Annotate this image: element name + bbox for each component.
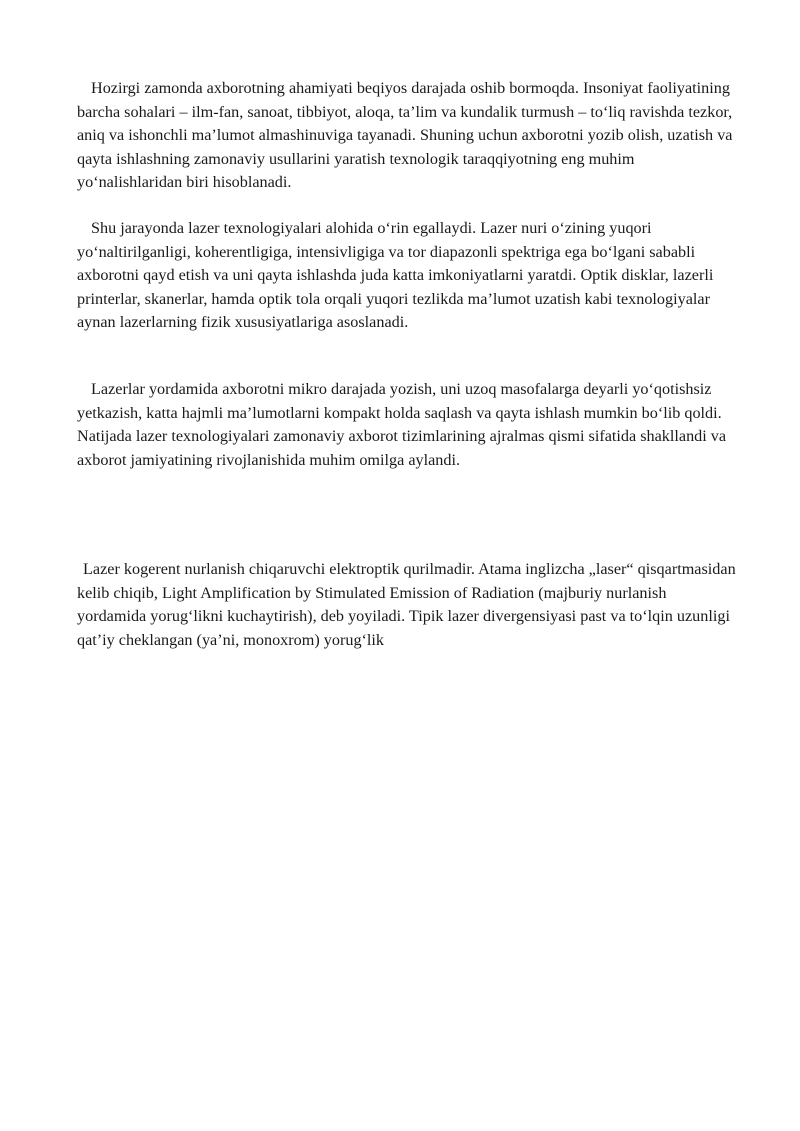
paragraph-laser-applications: Lazerlar yordamida axborotni mikro darajada yozish, uni uzoq masofalarga deyarli yo‘qotishsiz yetkazish, katta hajmli ma’lumotlarni kompakt holda saqlash va qayta ishlash mumkin bo‘lib qoldi. Natijada lazer texnologiyalari zamonaviy axborot tizimlarining ajralmas qismi sifatida shakllandi va axborot jamiyatining rivojlanishida muhim omilga aylandi. <box>77 380 727 469</box>
paragraph-laser-definition: Lazer kogerent nurlanish chiqaruvchi elektroptik qurilmadir. Atama inglizcha „laser“ qisqartmasidan kelib chiqib, Light Amplification by Stimulated Emission of Radiation (majburiy nurlanish yordamida yorug‘likni kuchaytirish), deb yoyiladi. Tipik lazer divergensiyasi past va to‘lqin uzunligi qat’iy cheklangan (ya’ni, monoxrom) yorug‘lik <box>77 560 736 649</box>
paragraph-intro: Hozirgi zamonda axborotning ahamiyati beqiyos darajada oshib bormoqda. Insoniyat faoliyatining barcha sohalari – ilm-fan, sanoat, tibbiyot, aloqa, ta’lim va kundalik turmush – to‘liq ravishda tezkor, aniq va ishonchli ma’lumot almashinuviga tayanadi. Shuning uchun axborotni yozib olish, uzatish va qayta ishlashning zamonaviy usullarini yaratish texnologik taraqqiyotning eng muhim yo‘nalishlaridan biri hisoblanadi. <box>77 79 733 192</box>
paragraph-laser-role: Shu jarayonda lazer texnologiyalari alohida o‘rin egallaydi. Lazer nuri o‘zining yuqori yo‘naltirilganligi, koherentligiga, intensivligiga va tor diapazonli spektriga ega bo‘lgani sababli axborotni qayd etish va uni qayta ishlashda juda katta imkoniyatlarni yaratdi. Optik disklar, lazerli printerlar, skanerlar, hamda optik tola orqali yuqori tezlikda ma’lumot uzatish kabi texnologiyalar aynan lazerlarning fizik xususiyatlariga asoslanadi. <box>77 219 714 332</box>
